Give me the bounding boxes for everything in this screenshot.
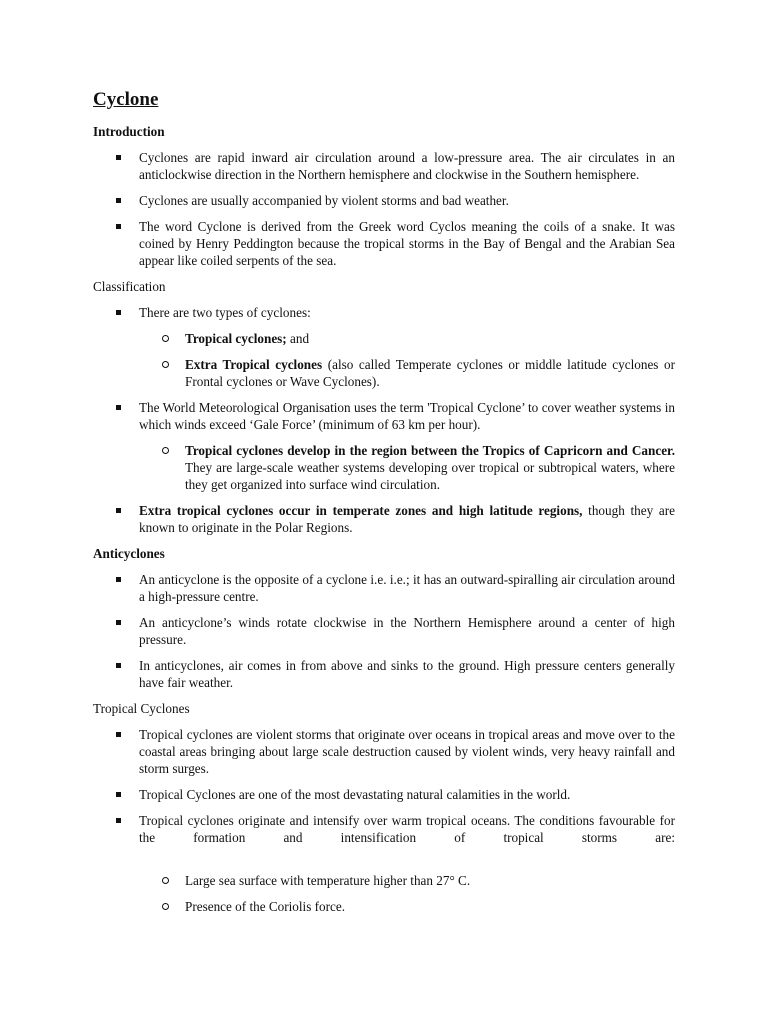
sublist-item: Tropical cyclones; and (139, 330, 675, 347)
classification-list (93, 304, 675, 536)
square-bullet-icon (116, 155, 121, 160)
list-item: The word Cyclone is derived from the Greek word Cyclos meaning the coils of a snake. It was coined by Henry Peddington because the tropical storms in the Bay of Bengal and the Arabian Sea appear like coiled serpents of the sea. (93, 218, 675, 269)
list-item: There are two types of cyclones: Tropical cyclones; and Extra Tropical cyclones (also called Temperate cyclones or middle latitude cyclones or Frontal cyclones or Wave Cyclones). (93, 304, 675, 390)
list-item: An anticyclone’s winds rotate clockwise in the Northern Hemisphere around a center of high pressure. (93, 614, 675, 648)
list-item: Tropical cyclones originate and intensify over warm tropical oceans. The conditions favourable for the formation and intensification of tropical storms are: Large sea surface with temperature higher than 27° C. Presence of the Coriolis force. (93, 812, 675, 915)
square-bullet-icon (116, 792, 121, 797)
conditions-sublist (139, 872, 675, 915)
list-item: An anticyclone is the opposite of a cyclone i.e. i.e.; it has an outward-spiralling air circulation around a high-pressure centre. (93, 571, 675, 605)
section-heading-introduction: Introduction (93, 124, 165, 139)
circle-bullet-icon (162, 877, 169, 884)
list-item: Cyclones are usually accompanied by violent storms and bad weather. (93, 192, 675, 209)
square-bullet-icon (116, 620, 121, 625)
section-heading-anticyclones: Anticyclones (93, 546, 165, 561)
square-bullet-icon (116, 508, 121, 513)
list-item: In anticyclones, air comes in from above and sinks to the ground. High pressure centers generally have fair weather. (93, 657, 675, 691)
section-heading-classification: Classification (93, 279, 166, 294)
circle-bullet-icon (162, 361, 169, 368)
circle-bullet-icon (162, 447, 169, 454)
square-bullet-icon (116, 663, 121, 668)
section-heading-tropical-cyclones: Tropical Cyclones (93, 701, 190, 716)
list-item: Extra tropical cyclones occur in temperate zones and high latitude regions, though they are known to originate in the Polar Regions. (93, 502, 675, 536)
square-bullet-icon (116, 818, 121, 823)
list-item: Cyclones are rapid inward air circulation around a low-pressure area. The air circulates in an anticlockwise direction in the Northern hemisphere and clockwise in the Southern hemisphere. (93, 149, 675, 183)
sublist-item: Tropical cyclones develop in the region between the Tropics of Capricorn and Cancer. They are large-scale weather systems developing over tropical or subtropical waters, where they get organized into surface wind circulation. (139, 442, 675, 493)
document-page (93, 88, 675, 924)
list-item: Tropical cyclones are violent storms that originate over oceans in tropical areas and move over to the coastal areas bringing about large scale destruction caused by violent winds, very heavy rainfall and storm surges. (93, 726, 675, 777)
square-bullet-icon (116, 405, 121, 410)
square-bullet-icon (116, 224, 121, 229)
sublist-item: Large sea surface with temperature higher than 27° C. (139, 872, 675, 889)
square-bullet-icon (116, 310, 121, 315)
sublist-item: Extra Tropical cyclones (also called Temperate cyclones or middle latitude cyclones or Frontal cyclones or Wave Cyclones). (139, 356, 675, 390)
sublist-item: Presence of the Coriolis force. (139, 898, 675, 915)
tropical-cyclone-sublist (139, 442, 675, 493)
square-bullet-icon (116, 198, 121, 203)
cyclone-types-sublist (139, 330, 675, 390)
list-item: The World Meteorological Organisation uses the term 'Tropical Cyclone’ to cover weather systems in which winds exceed ‘Gale Force’ (minimum of 63 km per hour). Tropical cyclones develop in the region between the Tropics of Capricorn and Cancer. They are large-scale weather systems developing over tropical or subtropical waters, where they get organized into surface wind circulation. (93, 399, 675, 493)
square-bullet-icon (116, 732, 121, 737)
square-bullet-icon (116, 577, 121, 582)
anticyclones-list (93, 571, 675, 691)
introduction-list (93, 149, 675, 269)
circle-bullet-icon (162, 903, 169, 910)
document-title: Cyclone (93, 89, 159, 110)
tropical-cyclones-list (93, 726, 675, 915)
circle-bullet-icon (162, 335, 169, 342)
list-item: Tropical Cyclones are one of the most devastating natural calamities in the world. (93, 786, 675, 803)
